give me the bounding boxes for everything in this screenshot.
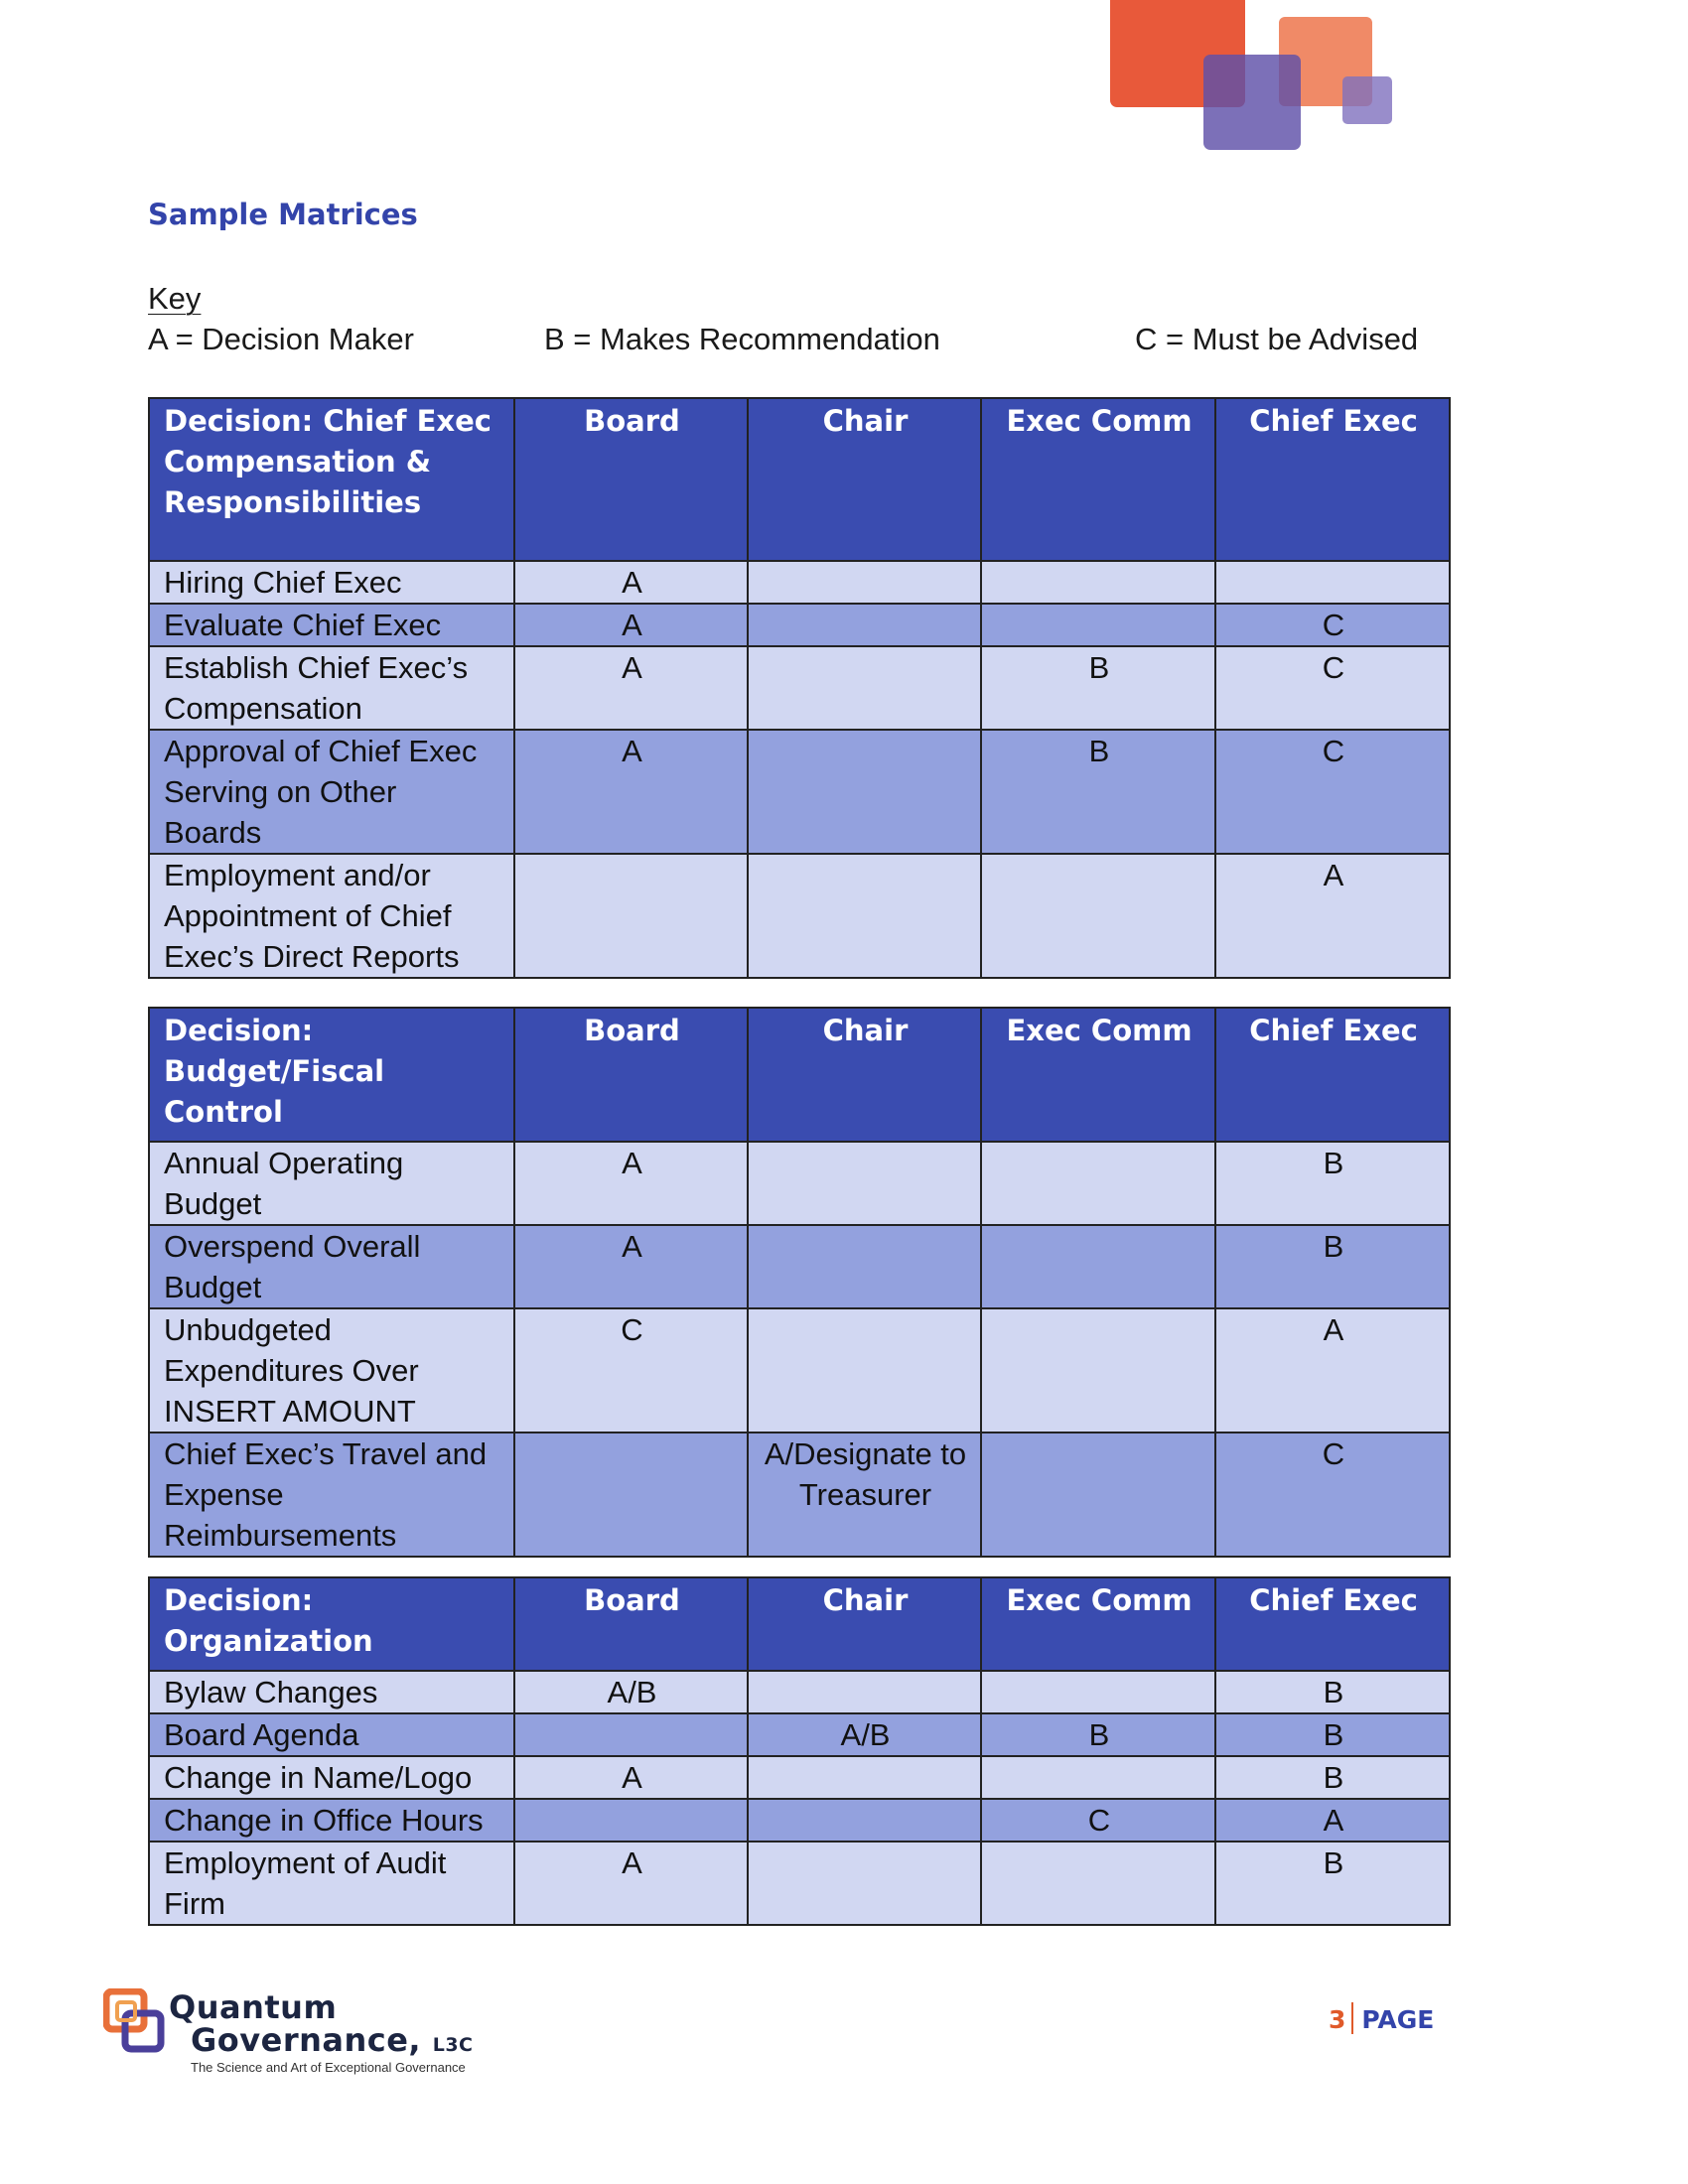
cell-exec-comm: B [981,1713,1215,1756]
row-label: Approval of Chief Exec Serving on Other Boards [149,730,514,854]
page-title: Sample Matrices [148,198,418,231]
cell-chief-exec: B [1215,1842,1450,1925]
cell-chair [748,1842,981,1925]
table-row [149,1671,1450,1713]
page-label: PAGE [1361,2005,1435,2034]
table-row [149,1842,1450,1925]
row-label: Employment and/or Appointment of Chief Exec’s Direct Reports [149,854,514,978]
cell-board [514,1433,748,1557]
cell-chief-exec: C [1215,730,1450,854]
cell-exec-comm: B [981,646,1215,730]
cell-chief-exec: B [1215,1671,1450,1713]
cell-exec-comm [981,561,1215,604]
row-label: Evaluate Chief Exec [149,604,514,646]
cell-chair: A/Designate to Treasurer [748,1433,981,1557]
table-row [149,1225,1450,1308]
cell-chief-exec: B [1215,1142,1450,1225]
company-logo [103,1988,520,2078]
cell-chief-exec: B [1215,1713,1450,1756]
row-label: Board Agenda [149,1713,514,1756]
cell-chair: A/B [748,1713,981,1756]
table-row [149,1308,1450,1433]
cell-exec-comm: B [981,730,1215,854]
key-c: C = Must be Advised [1135,322,1419,356]
matrix-title: Decision: Chief Exec Compensation & Responsibilities [149,398,514,561]
cell-exec-comm [981,1671,1215,1713]
cell-board: A [514,1142,748,1225]
cell-chair [748,730,981,854]
cell-chief-exec: A [1215,1308,1450,1433]
row-label: Chief Exec’s Travel and Expense Reimbursements [149,1433,514,1557]
row-label: Annual Operating Budget [149,1142,514,1225]
table-row [149,1142,1450,1225]
table-row [149,1756,1450,1799]
row-label: Bylaw Changes [149,1671,514,1713]
table-row [149,646,1450,730]
column-header-chief-exec: Chief Exec [1215,1577,1450,1671]
decor-square-lavender [1342,76,1392,124]
cell-chair [748,1308,981,1433]
logo-tagline: The Science and Art of Exceptional Governance [191,2060,466,2075]
table-row [149,854,1450,978]
table-row [149,1799,1450,1842]
column-header-exec-comm: Exec Comm [981,1577,1215,1671]
cell-exec-comm [981,1142,1215,1225]
cell-chair [748,1225,981,1308]
cell-chief-exec: B [1215,1756,1450,1799]
cell-chief-exec: C [1215,1433,1450,1557]
cell-chair [748,561,981,604]
cell-board: A/B [514,1671,748,1713]
logo-suffix: L3C [432,2034,474,2056]
row-label: Overspend Overall Budget [149,1225,514,1308]
cell-board: A [514,1842,748,1925]
column-header-board: Board [514,1008,748,1142]
row-label: Change in Name/Logo [149,1756,514,1799]
key-a: A = Decision Maker [148,322,414,356]
column-header-board: Board [514,398,748,561]
cell-chief-exec: A [1215,1799,1450,1842]
cell-chair [748,1671,981,1713]
cell-chair [748,854,981,978]
column-header-exec-comm: Exec Comm [981,1008,1215,1142]
cell-board: A [514,646,748,730]
cell-board: A [514,561,748,604]
cell-exec-comm [981,1308,1215,1433]
column-header-chair: Chair [748,1008,981,1142]
table-row [149,1433,1450,1557]
cell-chief-exec [1215,561,1450,604]
column-header-chair: Chair [748,1577,981,1671]
row-label: Employment of Audit Firm [149,1842,514,1925]
table-row [149,1713,1450,1756]
cell-board: C [514,1308,748,1433]
row-label: Hiring Chief Exec [149,561,514,604]
matrix-chief-exec-compensation [148,397,1451,979]
matrix-header-row [149,1008,1450,1142]
column-header-chief-exec: Chief Exec [1215,398,1450,561]
column-header-chief-exec: Chief Exec [1215,1008,1450,1142]
page-number [1329,2002,1434,2034]
logo-text-quantum: Quantum [169,1988,338,2026]
key-label: Key [148,281,202,316]
row-label: Unbudgeted Expenditures Over INSERT AMOUNT [149,1308,514,1433]
cell-board: A [514,730,748,854]
cell-exec-comm [981,1842,1215,1925]
decor-square-purple [1203,55,1301,150]
cell-chair [748,646,981,730]
row-label: Establish Chief Exec’s Compensation [149,646,514,730]
cell-board [514,1799,748,1842]
cell-exec-comm [981,854,1215,978]
table-row [149,604,1450,646]
cell-exec-comm [981,604,1215,646]
cell-chair [748,1799,981,1842]
table-row [149,730,1450,854]
cell-board [514,1713,748,1756]
matrix-header-row [149,398,1450,561]
matrix-header-row [149,1577,1450,1671]
matrix-budget-fiscal-control [148,1007,1451,1558]
cell-exec-comm [981,1225,1215,1308]
column-header-board: Board [514,1577,748,1671]
matrix-title: Decision: Budget/Fiscal Control [149,1008,514,1142]
page-divider [1351,2002,1353,2034]
column-header-chair: Chair [748,398,981,561]
cell-chief-exec: A [1215,854,1450,978]
cell-board: A [514,1225,748,1308]
matrix-title: Decision: Organization [149,1577,514,1671]
cell-chief-exec: C [1215,604,1450,646]
cell-chair [748,1142,981,1225]
matrix-organization [148,1576,1451,1926]
cell-chief-exec: B [1215,1225,1450,1308]
cell-board: A [514,1756,748,1799]
cell-board: A [514,604,748,646]
cell-chair [748,604,981,646]
logo-text-governance: Governance, L3C [191,2021,474,2059]
cell-chair [748,1756,981,1799]
column-header-exec-comm: Exec Comm [981,398,1215,561]
cell-exec-comm [981,1433,1215,1557]
cell-chief-exec: C [1215,646,1450,730]
page-number-value: 3 [1329,2005,1346,2034]
cell-exec-comm [981,1756,1215,1799]
cell-board [514,854,748,978]
row-label: Change in Office Hours [149,1799,514,1842]
key-b: B = Makes Recommendation [544,322,940,356]
cell-exec-comm: C [981,1799,1215,1842]
table-row [149,561,1450,604]
